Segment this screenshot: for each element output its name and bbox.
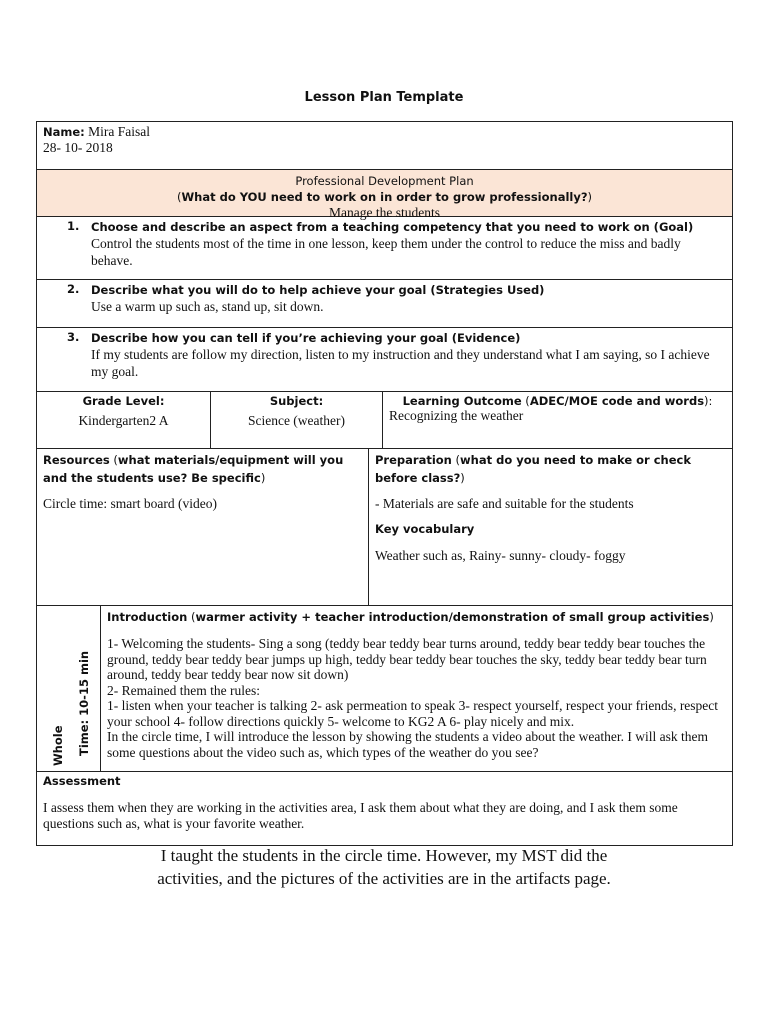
- lesson-plan-table: [36, 121, 733, 846]
- preparation-value: - Materials are safe and suitable for the students: [375, 496, 634, 511]
- outcome-label-paren: (: [521, 394, 530, 408]
- introduction-row: [37, 606, 732, 772]
- assessment-value: I assess them when they are working in the activities area, I ask them about what they are doing, and I ask them some questions such as, what is your favorite weather.: [43, 800, 678, 831]
- resources-preparation-row: [37, 449, 732, 606]
- goal-row-2: [37, 280, 732, 328]
- resources-label-main: Resources: [43, 453, 110, 467]
- preparation-label-question: what do you need to make or check before class?: [375, 453, 691, 485]
- outcome-value: Recognizing the weather: [389, 408, 524, 423]
- lesson-info-row: [37, 392, 732, 449]
- intro-label-paren: (: [187, 610, 196, 624]
- name-label: Name:: [43, 125, 85, 139]
- grade-value: Kindergarten2 A: [78, 413, 169, 428]
- page-title: Lesson Plan Template: [304, 90, 464, 105]
- intro-label-end: ): [709, 610, 714, 624]
- name-date-row: [37, 122, 732, 170]
- pdp-paren-open: (: [176, 190, 182, 204]
- preparation-label-end: ): [460, 471, 465, 485]
- goal-body: Use a warm up such as, stand up, sit down.: [91, 299, 324, 314]
- pdp-question: What do YOU need to work on in order to grow professionally?: [181, 190, 588, 204]
- preparation-label-paren: (: [451, 453, 461, 467]
- pdp-answer: Manage the students: [329, 205, 440, 220]
- resources-value: Circle time: smart board (video): [43, 496, 217, 511]
- goal-row-3: [37, 328, 732, 392]
- subject-value: Science (weather): [247, 413, 346, 428]
- preparation-label-main: Preparation: [375, 453, 452, 467]
- pdp-row: [37, 170, 732, 220]
- resources-label-end: ): [260, 471, 266, 485]
- date-value: 28- 10- 2018: [43, 140, 113, 155]
- time-label: Time: 10-15 min: [77, 650, 91, 756]
- resources-cell: [37, 449, 369, 605]
- goal-body: If my students are follow my direction, listen to my instruction and they understand what I am saying, so I achieve my goal.: [91, 347, 710, 379]
- subject-cell: [211, 392, 383, 448]
- goal-heading: Describe how you can tell if you’re achieving your goal (Evidence): [91, 331, 521, 345]
- resources-label-question: what materials/equipment will you and the students use? Be specific: [43, 453, 344, 485]
- subject-label: Subject:: [269, 394, 324, 408]
- vocab-label: Key vocabulary: [375, 522, 475, 536]
- preparation-label: [375, 451, 726, 487]
- goal-body: Control the students most of the time in one lesson, keep them under the control to reduce the miss and badly behave.: [91, 236, 681, 268]
- outcome-label-end: ):: [704, 394, 713, 408]
- intro-line: In the circle time, I will introduce the lesson by showing the students a video about the weather. I will ask them some questions about the video such as, which types of the weather do you see?: [107, 729, 708, 760]
- intro-label: [107, 608, 726, 626]
- assessment-row: [37, 772, 732, 845]
- footer-note: [0, 844, 768, 890]
- outcome-label-main: Learning Outcome: [402, 394, 522, 408]
- footer-line-1: I taught the students in the circle time. However, my MST did the: [160, 846, 608, 865]
- footer-line-2: activities, and the pictures of the activities are in the artifacts page.: [157, 869, 611, 888]
- goal-number: 2.: [67, 282, 80, 296]
- pdp-heading: Professional Development Plan: [295, 174, 474, 188]
- vocab-value: Weather such as, Rainy- sunny- cloudy- foggy: [375, 548, 626, 563]
- intro-side-cell: [37, 606, 101, 771]
- goal-number: 1.: [67, 219, 80, 233]
- goal-heading: Describe what you will do to help achieve your goal (Strategies Used): [91, 283, 545, 297]
- whole-label: Whole: [51, 725, 65, 766]
- pdp-paren-close: ): [587, 190, 593, 204]
- intro-label-desc: warmer activity + teacher introduction/demonstration of small group activities: [195, 610, 710, 624]
- preparation-cell: [369, 449, 732, 605]
- outcome-cell: [383, 392, 732, 448]
- intro-line: 1- Welcoming the students- Sing a song (teddy bear teddy bear turns around, teddy bear teddy bear touches the ground, teddy bear teddy bear jumps up high, teddy bear teddy bear touches the sky, teddy bear teddy bear turn around, teddy bear teddy bear now sit down): [107, 636, 707, 682]
- intro-line: 1- listen when your teacher is talking 2- ask permeation to speak 3- respect yourself, respect your friends, respect your school 4- follow directions quickly 5- welcome to KG2 A 6- play nicely and mix.: [107, 698, 719, 729]
- assessment-label: Assessment: [43, 774, 121, 788]
- outcome-label-code: ADEC/MOE code and words: [529, 394, 705, 408]
- intro-label-main: Introduction: [107, 610, 188, 624]
- resources-label-paren: (: [109, 453, 118, 467]
- intro-line: 2- Remained them the rules:: [107, 682, 260, 698]
- goal-row-1: [37, 217, 732, 280]
- goal-heading: Choose and describe an aspect from a teaching competency that you need to work on (Goal): [91, 220, 694, 234]
- resources-label: [43, 451, 362, 487]
- intro-text: [107, 636, 726, 760]
- grade-label: Grade Level:: [82, 394, 165, 408]
- name-value: Mira Faisal: [88, 124, 151, 139]
- grade-cell: [37, 392, 211, 448]
- outcome-label: [389, 394, 726, 408]
- goal-number: 3.: [67, 330, 80, 344]
- pdp-subheading: [37, 189, 732, 205]
- intro-main-cell: [101, 606, 732, 771]
